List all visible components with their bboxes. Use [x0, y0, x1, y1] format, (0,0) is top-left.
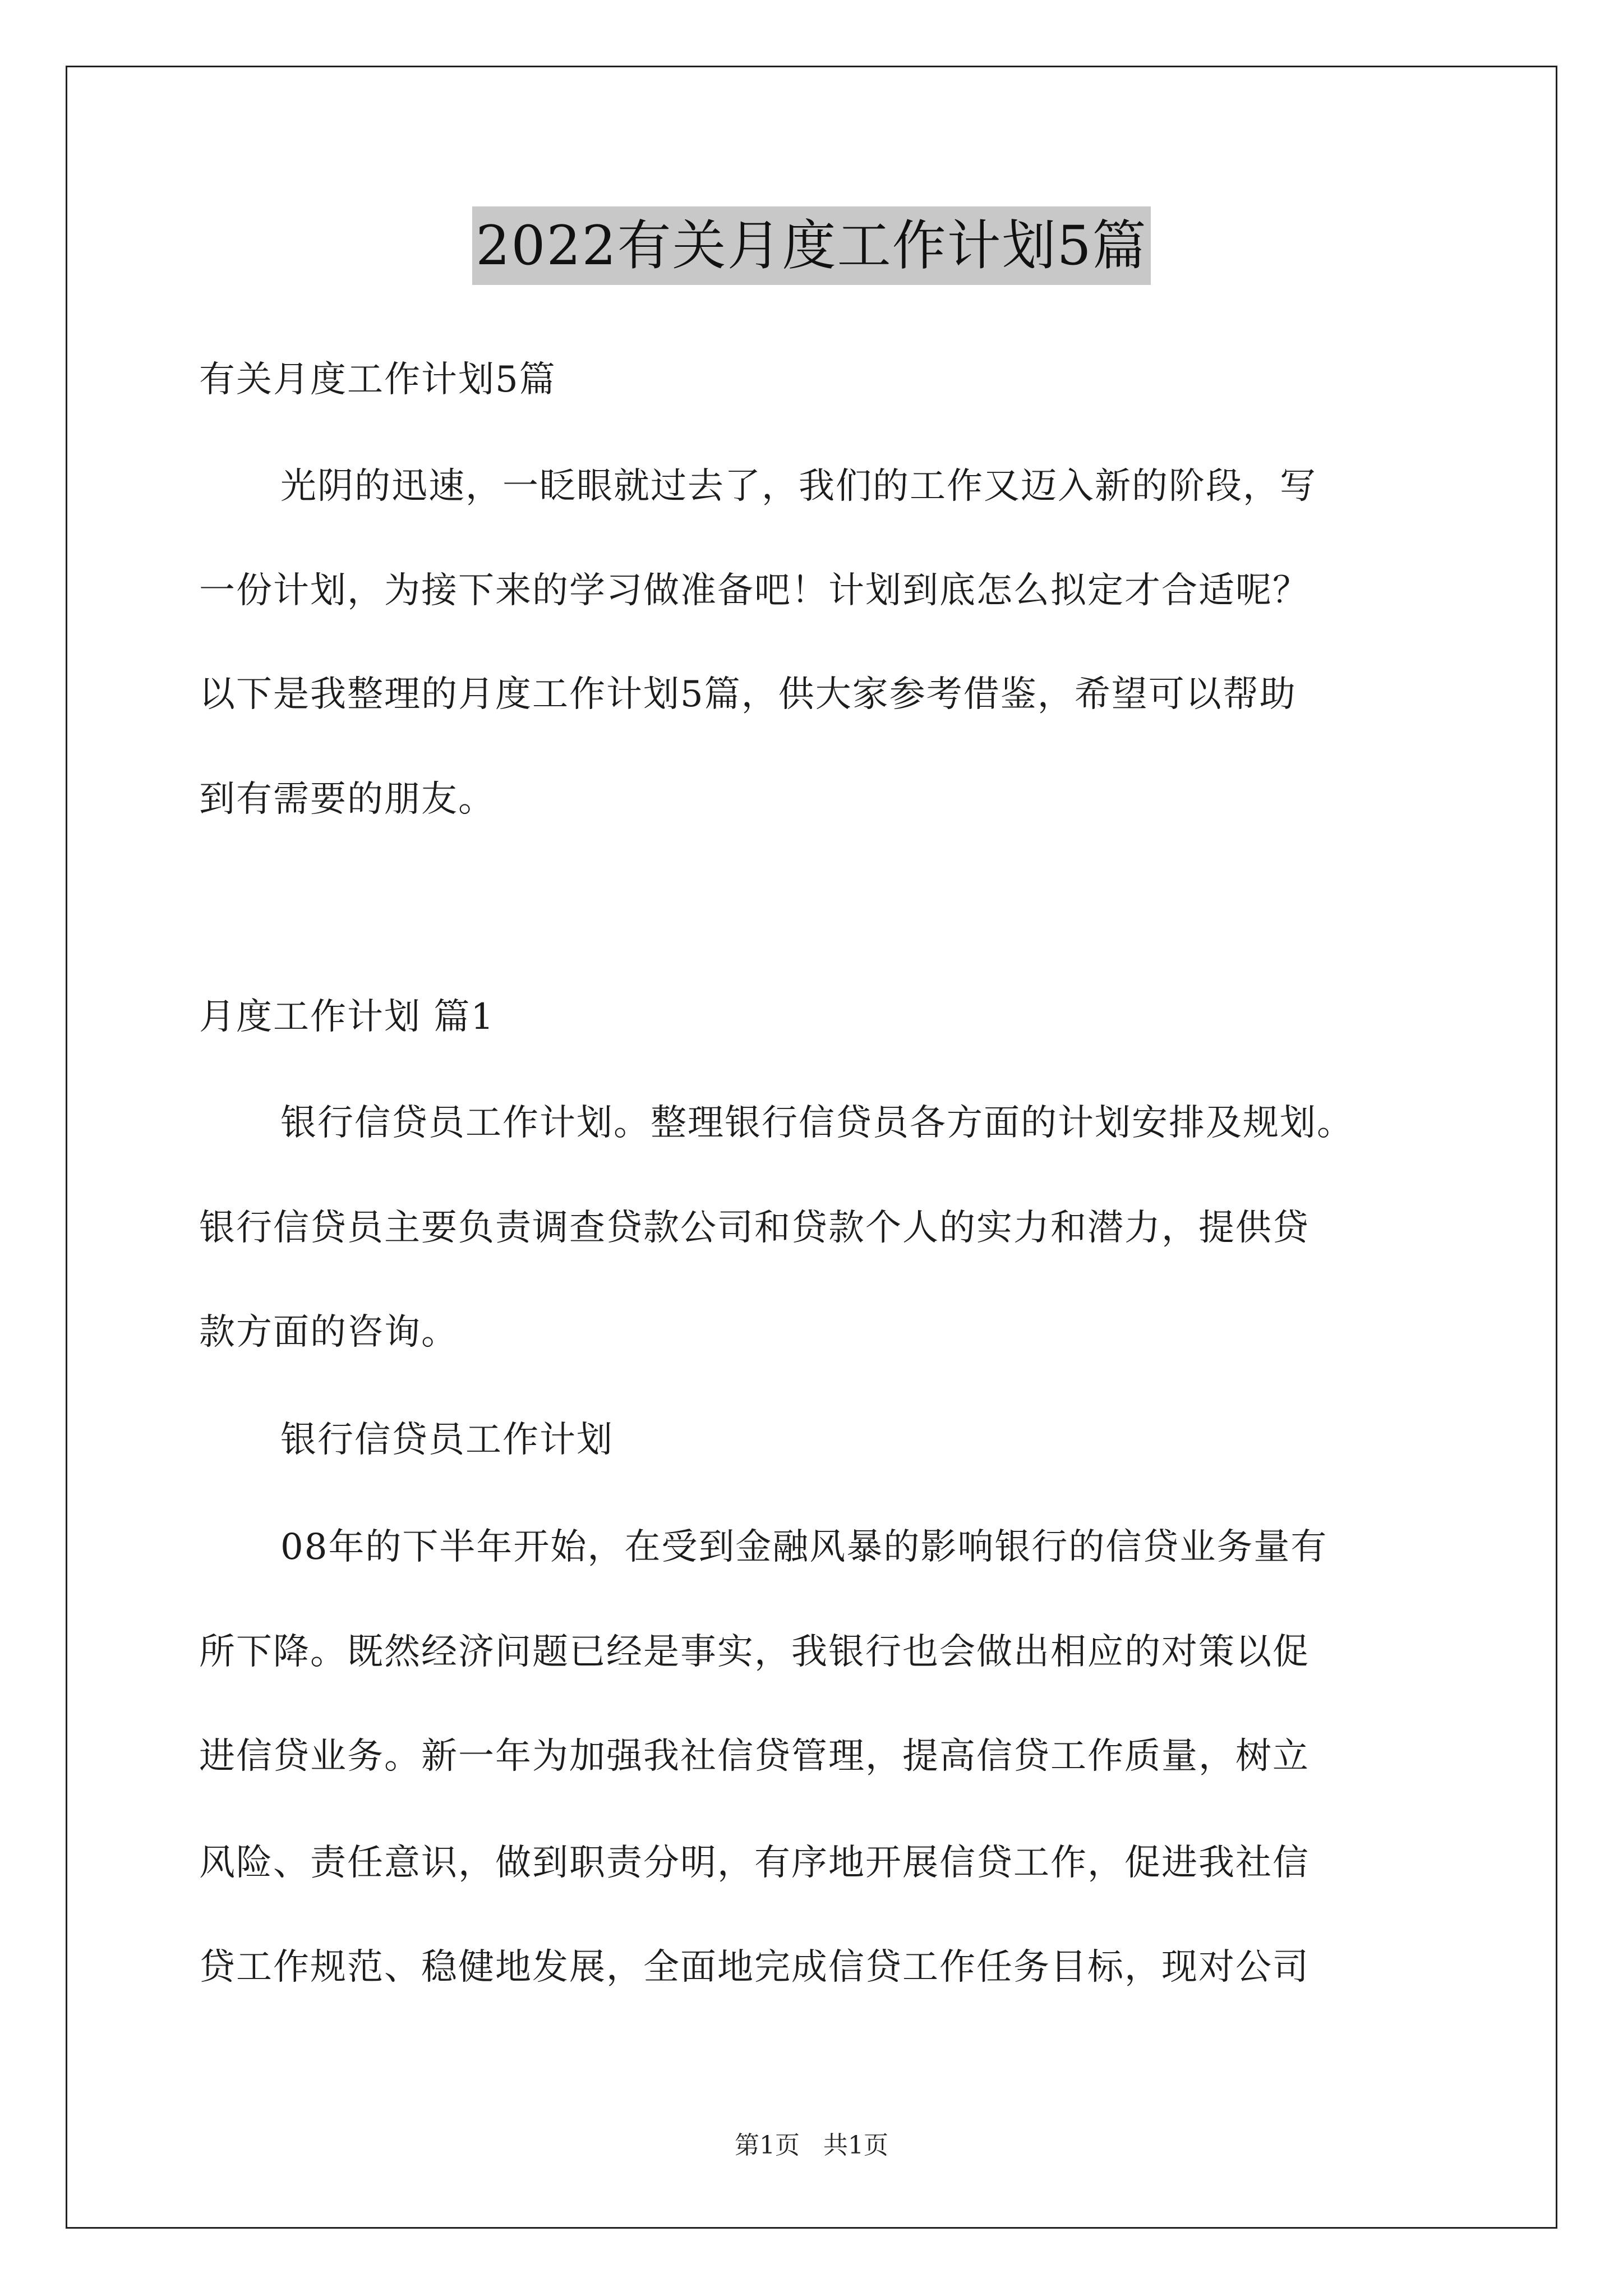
para2-line-5: 贷工作规范、稳健地发展，全面地完成信贷工作任务目标，现对公司	[199, 1947, 1310, 1988]
intro-line-4: 到有需要的朋友。	[199, 779, 495, 820]
para2-line-3: 进信贷业务。新一年为加强我社信贷管理，提高信贷工作质量，树立	[199, 1736, 1310, 1777]
para1-line-2: 银行信贷员主要负责调查贷款公司和贷款个人的实力和潜力，提供贷	[199, 1207, 1310, 1249]
intro-line-3: 以下是我整理的月度工作计划5篇，供大家参考借鉴，希望可以帮助	[199, 674, 1297, 715]
document-subtitle: 有关月度工作计划5篇	[199, 359, 556, 401]
document-title: 2022有关月度工作计划5篇	[472, 206, 1150, 285]
intro-line-2: 一份计划，为接下来的学习做准备吧！计划到底怎么拟定才合适呢？	[199, 570, 1310, 611]
title-container	[0, 206, 1623, 285]
section-heading: 月度工作计划 篇1	[199, 996, 495, 1038]
para2-line-2: 所下降。既然经济问题已经是事实，我银行也会做出相应的对策以促	[199, 1631, 1310, 1673]
para1-line-1: 银行信贷员工作计划。整理银行信贷员各方面的计划安排及规划。	[280, 1102, 1354, 1144]
page-footer	[0, 2129, 1623, 2162]
para2-line-1: 08年的下半年开始，在受到金融风暴的影响银行的信贷业务量有	[280, 1526, 1328, 1568]
para2-line-4: 风险、责任意识，做到职责分明，有序地开展信贷工作，促进我社信	[199, 1842, 1310, 1884]
page-number-total: 共1页	[823, 2131, 888, 2160]
page-number-current: 第1页	[735, 2131, 800, 2160]
section-subheading: 银行信贷员工作计划	[280, 1419, 614, 1461]
para1-line-3: 款方面的咨询。	[199, 1312, 458, 1353]
intro-line-1: 光阴的迅速，一眨眼就过去了，我们的工作又迈入新的阶段，写	[280, 466, 1317, 507]
